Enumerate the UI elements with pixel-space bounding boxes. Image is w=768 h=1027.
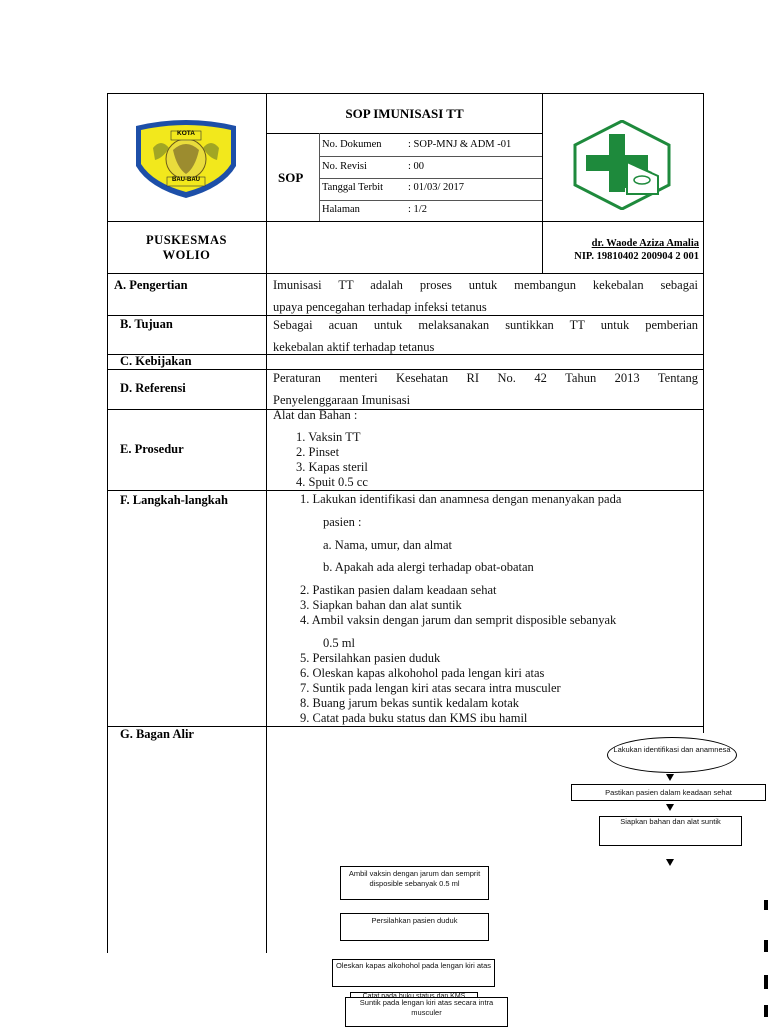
section-c-label: C. Kebijakan xyxy=(120,354,192,368)
equipment-list xyxy=(296,430,368,490)
document-title: SOP IMUNISASI TT xyxy=(345,106,464,121)
step-2: 2. Pastikan pasien dalam keadaan sehat xyxy=(300,583,497,597)
section-g-label: G. Bagan Alir xyxy=(120,727,194,741)
step-1-sub-b: b. Apakah ada alergi terhadap obat-obatan xyxy=(323,560,534,574)
step-3: 3. Siapkan bahan dan alat suntik xyxy=(300,598,462,612)
title-divider xyxy=(267,133,542,134)
signatory-name: dr. Waode Aziza Amalia xyxy=(591,238,699,249)
flow-box-draw-vaccine: Ambil vaksin dengan jarum dan semprit disposible sebanyak 0.5 ml xyxy=(340,866,489,900)
city-emblem-logo xyxy=(133,118,239,200)
step-4: 4. Ambil vaksin dengan jarum dan semprit disposible sebanyak xyxy=(300,613,617,627)
doc-number-value: : SOP-MNJ & ADM -01 xyxy=(408,139,512,150)
sop-label: SOP xyxy=(278,170,304,185)
puskesmas-name: PUSKESMAS WOLIO xyxy=(146,233,227,262)
flow-box-apply-alcohol: Oleskan kapas alkohohol pada lengan kiri atas xyxy=(332,959,495,987)
section-e-label: E. Prosedur xyxy=(120,442,184,456)
flow-box-check-health: Pastikan pasien dalam keadaan sehat xyxy=(571,784,766,801)
step-1-sub-a: a. Nama, umur, dan almat xyxy=(323,538,452,552)
signatory xyxy=(543,237,699,263)
signatory-nip: NIP. 19810402 200904 2 001 xyxy=(574,251,699,262)
page-label: Halaman xyxy=(322,204,360,215)
table-border-right xyxy=(703,93,704,733)
step-1: 1. Lakukan identifikasi dan anamnesa dengan menanyakan pada xyxy=(300,492,622,506)
flow-arrow xyxy=(666,804,674,811)
section-d-text: Peraturan menteri Kesehatan RI No. 42 Tahun 2013 Tentang Penyelenggaraan Imunisasi xyxy=(273,371,698,407)
page-value: : 1/2 xyxy=(408,204,427,215)
step-9: 9. Catat pada buku status dan KMS ibu hamil xyxy=(300,711,528,725)
issue-date-value: : 01/03/ 2017 xyxy=(408,182,465,193)
section-f-label: F. Langkah-langkah xyxy=(120,493,228,507)
logo-text-bottom: BAU-BAU xyxy=(172,177,200,183)
doc-number-label: No. Dokumen xyxy=(322,139,382,150)
issue-date-label: Tanggal Terbit xyxy=(322,182,384,193)
revision-value: : 00 xyxy=(408,161,425,172)
puskesmas-logo xyxy=(572,120,672,210)
list-item: 2. Pinset xyxy=(296,445,340,459)
step-1-cont: pasien : xyxy=(323,515,362,529)
list-item: 4. Spuit 0.5 cc xyxy=(296,475,368,489)
section-a-text: Imunisasi TT adalah proses untuk membangun kekebalan sebagai upaya pencegahan terhadap infeksi tetanus xyxy=(273,278,698,314)
step-5: 5. Persilahkan pasien duduk xyxy=(300,651,441,665)
logo-text-top: KOTA xyxy=(177,130,195,137)
section-b-label: B. Tujuan xyxy=(120,317,173,331)
section-d-label: D. Referensi xyxy=(120,381,186,395)
list-item: 1. Vaksin TT xyxy=(296,430,361,444)
procedure-intro: Alat dan Bahan : xyxy=(273,408,358,422)
table-border-left xyxy=(107,93,108,953)
flow-start-oval: Lakukan identifikasi dan anamnesa xyxy=(607,737,737,773)
flow-box-inject: Suntik pada lengan kiri atas secara intra musculer xyxy=(345,997,508,1027)
section-a-label: A. Pengertian xyxy=(114,278,188,292)
step-8: 8. Buang jarum bekas suntik kedalam kotak xyxy=(300,696,520,710)
section-b-text: Sebagai acuan untuk melaksanakan suntikkan TT untuk pemberian kekebalan aktif terhadap tetanus xyxy=(273,318,698,354)
list-item: 3. Kapas steril xyxy=(296,460,368,474)
flow-arrow xyxy=(666,774,674,781)
flow-arrow xyxy=(666,859,674,866)
step-4-cont: 0.5 ml xyxy=(323,636,355,650)
revision-label: No. Revisi xyxy=(322,161,367,172)
table-border-top xyxy=(107,93,704,94)
flow-box-prepare-tools: Siapkan bahan dan alat suntik xyxy=(599,816,742,846)
step-6: 6. Oleskan kapas alkohohol pada lengan kiri atas xyxy=(300,666,545,680)
flow-box-seat-patient: Persilahkan pasien duduk xyxy=(340,913,489,941)
step-7: 7. Suntik pada lengan kiri atas secara intra musculer xyxy=(300,681,561,695)
